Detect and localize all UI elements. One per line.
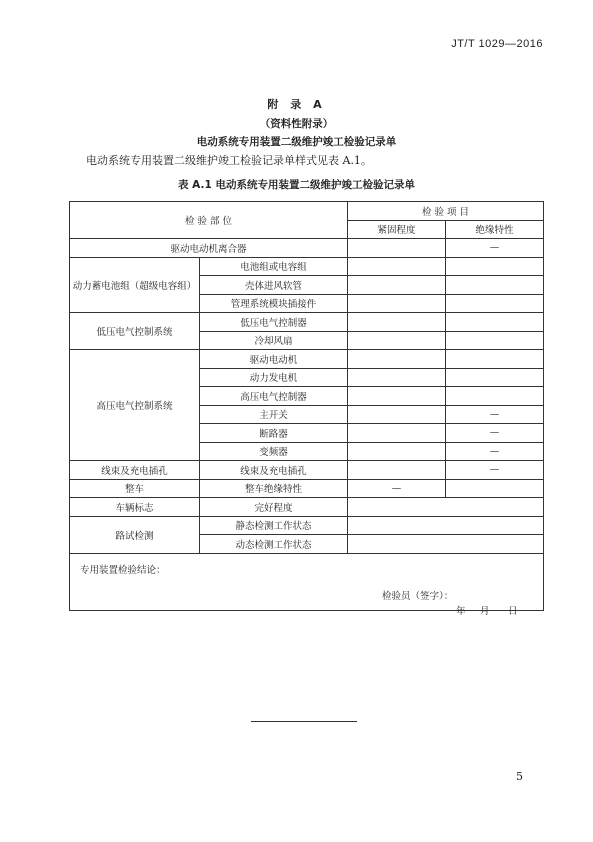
header-insulation: 绝缘特性 — [446, 220, 544, 239]
item-cell: 完好程度 — [200, 498, 348, 517]
inspector-signature-label: 检验员（签字）： — [382, 590, 454, 602]
fastening-cell — [348, 331, 446, 350]
group-cell: 路试检测 — [70, 516, 200, 553]
item-cell: 断路器 — [200, 424, 348, 443]
item-cell: 电池组或电容组 — [200, 257, 348, 276]
item-cell: 动态检测工作状态 — [200, 535, 348, 554]
insulation-cell — [446, 276, 544, 295]
end-rule — [251, 721, 357, 722]
item-cell: 整车绝缘特性 — [200, 479, 348, 498]
merged-result-cell — [348, 498, 544, 517]
item-cell: 壳体进风软管 — [200, 276, 348, 295]
fastening-cell — [348, 239, 446, 258]
insulation-cell: — — [446, 405, 544, 424]
item-cell: 主开关 — [200, 405, 348, 424]
conclusion-label: 专用装置检验结论： — [80, 564, 166, 576]
merged-result-cell — [348, 516, 544, 535]
insulation-cell: — — [446, 461, 544, 480]
group-cell: 低压电气控制系统 — [70, 313, 200, 350]
group-cell: 线束及充电插孔 — [70, 461, 200, 480]
fastening-cell — [348, 424, 446, 443]
item-cell: 高压电气控制器 — [200, 387, 348, 406]
fastening-cell: — — [348, 479, 446, 498]
fastening-cell — [348, 350, 446, 369]
table-row — [70, 516, 544, 535]
standard-code: JT/T 1029—2016 — [451, 38, 543, 50]
item-cell: 驱动电动机 — [200, 350, 348, 369]
insulation-cell — [446, 368, 544, 387]
merged-result-cell — [348, 535, 544, 554]
item-cell: 动力发电机 — [200, 368, 348, 387]
group-cell: 高压电气控制系统 — [70, 350, 200, 461]
table-row — [70, 313, 544, 332]
fastening-cell — [348, 313, 446, 332]
annex-type: （资料性附录） — [259, 118, 334, 130]
page-number: 5 — [516, 770, 523, 783]
table-row — [70, 498, 544, 517]
table-row — [70, 350, 544, 369]
inspection-record-table — [69, 201, 544, 617]
item-cell: 静态检测工作状态 — [200, 516, 348, 535]
fastening-cell — [348, 294, 446, 313]
insulation-cell: — — [446, 239, 544, 258]
insulation-cell — [446, 331, 544, 350]
insulation-cell: — — [446, 442, 544, 461]
table-row — [70, 239, 544, 258]
conclusion-cell — [70, 553, 544, 617]
annex-title: 附 录 A — [267, 98, 326, 111]
item-cell: 冷却风扇 — [200, 331, 348, 350]
item-cell: 线束及充电插孔 — [200, 461, 348, 480]
insulation-cell — [446, 350, 544, 369]
intro-paragraph: 电动系统专用装置二级维护竣工检验记录单样式见表 A.1。 — [86, 154, 372, 167]
fastening-cell — [348, 368, 446, 387]
insulation-cell: — — [446, 424, 544, 443]
item-cell: 低压电气控制器 — [200, 313, 348, 332]
header-items: 检 验 项 目 — [348, 202, 544, 221]
insulation-cell — [446, 387, 544, 406]
fastening-cell — [348, 387, 446, 406]
date-month-label: 月 — [480, 605, 490, 617]
fastening-cell — [348, 405, 446, 424]
group-cell: 整车 — [70, 479, 200, 498]
annex-name: 电动系统专用装置二级维护竣工检验记录单 — [196, 136, 397, 148]
header-part: 检 验 部 位 — [70, 202, 348, 239]
date-day-label: 日 — [508, 605, 518, 617]
header-fastening: 紧固程度 — [348, 220, 446, 239]
item-cell: 变频器 — [200, 442, 348, 461]
fastening-cell — [348, 442, 446, 461]
insulation-cell — [446, 313, 544, 332]
group-cell: 车辆标志 — [70, 498, 200, 517]
group-cell: 驱动电动机离合器 — [70, 239, 348, 258]
insulation-cell — [446, 479, 544, 498]
table-row — [70, 461, 544, 480]
group-cell: 动力蓄电池组（超级电容组） — [70, 257, 200, 313]
conclusion-row — [70, 553, 544, 610]
table-caption: 表 A.1 电动系统专用装置二级维护竣工检验记录单 — [178, 179, 415, 191]
insulation-cell — [446, 294, 544, 313]
table-row — [70, 479, 544, 498]
fastening-cell — [348, 276, 446, 295]
fastening-cell — [348, 461, 446, 480]
item-cell: 管理系统模块插接件 — [200, 294, 348, 313]
insulation-cell — [446, 257, 544, 276]
fastening-cell — [348, 257, 446, 276]
date-year-label: 年 — [456, 605, 466, 617]
table-row — [70, 257, 544, 276]
